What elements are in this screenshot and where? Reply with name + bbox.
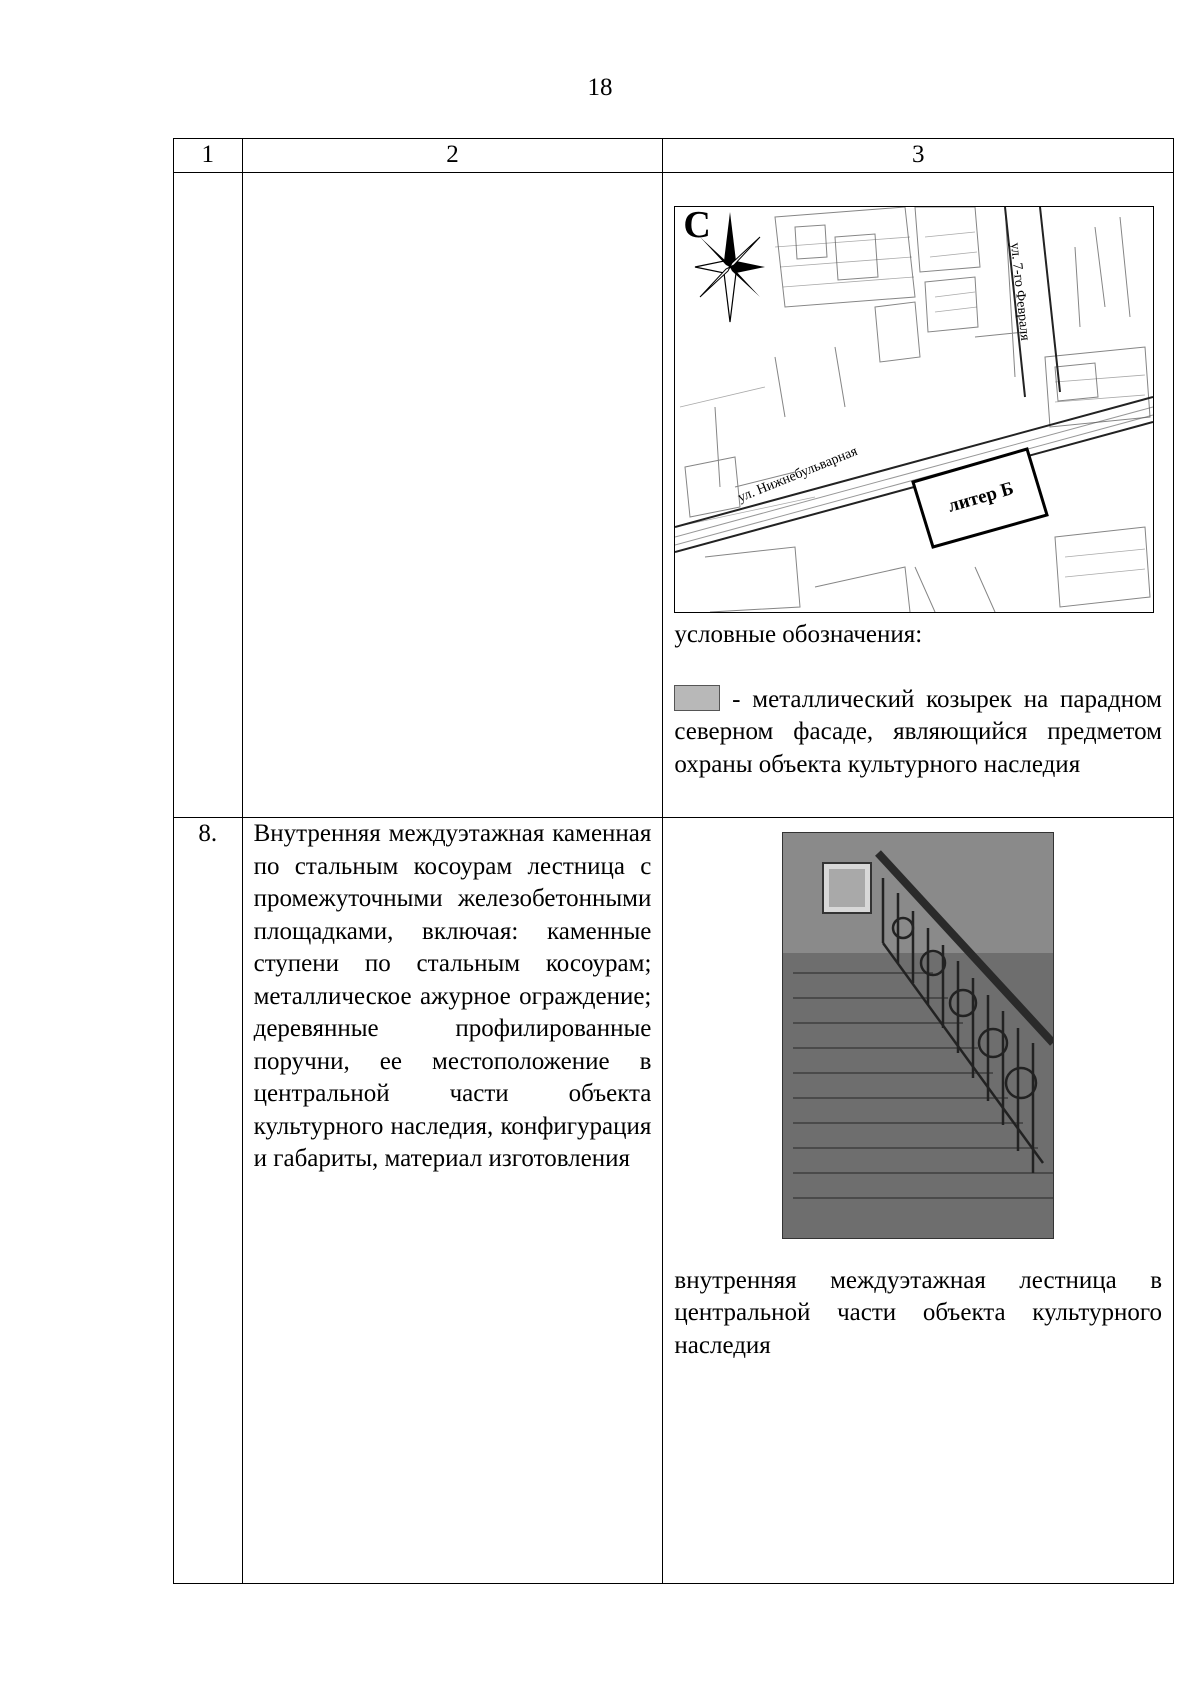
header-col-3: 3 — [663, 139, 1174, 173]
street-label-nizhnebulvarnaya: ул. Нижнебульварная — [736, 444, 861, 506]
table-row-8 — [174, 818, 1174, 1584]
continuation-desc-cell — [242, 173, 663, 818]
header-col-2: 2 — [242, 139, 663, 173]
legend-text: - металлический козырек на парадном северном фасаде, являющийся предметом охраны объекта культурного наследия — [674, 685, 1162, 778]
header-col-1: 1 — [174, 139, 243, 173]
street-label-7-fevralya: ул. 7-го Февраля — [1007, 241, 1033, 342]
legend-item — [674, 684, 1162, 782]
table-header-row — [174, 139, 1174, 173]
staircase-photo — [782, 832, 1054, 1239]
heritage-table — [173, 138, 1174, 1584]
legend-title: условные обозначения: — [674, 621, 923, 648]
row-8-number: 8. — [174, 818, 243, 1584]
continuation-image-cell — [663, 173, 1174, 818]
row-8-description: Внутренняя междуэтажная каменная по стальным косоурам лестница с промежуточными железобетонными площадками, включая: каменные ступени по стальным косоурам; металлическое ажурное ограждение; деревянные профилированные поручни, ее местоположение в центральной части объекта культурного наследия, конфигурация и габариты, материал изготовления — [242, 818, 663, 1584]
photo-caption: внутренняя междуэтажная лестница в центральной части объекта культурного наследия — [674, 1266, 1162, 1359]
staircase-photo-drawing — [783, 833, 1053, 1238]
page-number: 18 — [587, 74, 613, 101]
staircase-photo-wrap — [674, 818, 1162, 1249]
table-row-continuation — [174, 173, 1174, 818]
legend-swatch — [674, 685, 720, 711]
site-map-drawing — [675, 207, 1153, 612]
row-8-image-cell — [663, 818, 1174, 1584]
continuation-num-cell — [174, 173, 243, 818]
building-label: литер Б — [945, 478, 1017, 517]
site-map — [674, 206, 1154, 613]
north-letter: С — [683, 206, 711, 246]
